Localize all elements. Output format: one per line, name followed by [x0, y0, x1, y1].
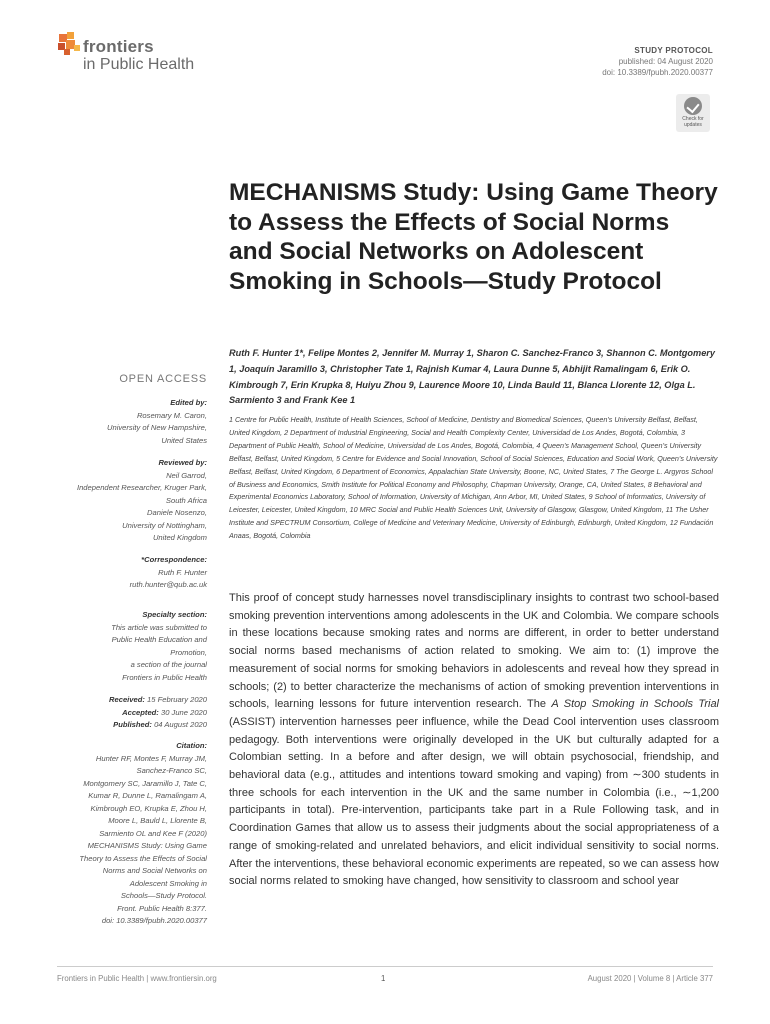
doi[interactable]: doi: 10.3389/fpubh.2020.00377 — [602, 68, 713, 77]
footer-journal-link[interactable]: Frontiers in Public Health | www.frontiersin.org — [57, 974, 217, 983]
check-updates-label-2: updates — [684, 122, 702, 128]
article-type: STUDY PROTOCOL — [634, 46, 713, 55]
editor-line: United States — [161, 435, 207, 445]
correspondence-name: Ruth F. Hunter — [158, 567, 207, 577]
frontiers-logo-icon — [57, 32, 81, 56]
citation-line: Kimbrough EO, Krupka E, Zhou H, — [90, 803, 207, 813]
author-list: Ruth F. Hunter 1*, Felipe Montes 2, Jennifer M. Murray 1, Sharon C. Sanchez-Franco 3, Shannon C. Montgomery 1, Joaquín Jaramillo 3, Christopher Tate 1, Rajnish Kumar 4, Laura Dunne 5, Abhijit Ramalingam 6, Erik O. Kimbrough 7, Erin Krupka 8, Huiyu Zhou 9, Laurence Moore 10, Linda Bauld 11, Blanca Llorente 12, Olga L. Sarmiento 3 and Frank Kee 1 — [229, 348, 715, 406]
article-header-info — [602, 45, 713, 78]
affiliations: 1 Centre for Public Health, Institute of Health Sciences, School of Medicine, Dentistry and Biomedical Sciences, Queen’s University Belfast, Belfast, United Kingdom, 2 Department of Industrial Engineering, Social and Health Complexity Center, Universidad de Los Andes, Bogotá, Colombia, 3 Department of Public Health, School of Medicine, Universidad de Los Andes, Bogotá, Colombia, 4 Queen’s Management School, Queen’s University Belfast, Belfast, United Kingdom, 5 Centre for Evidence and Social Innovation, School of Social Sciences, Education and Social Work, Queen’s University Belfast, Belfast, United Kingdom, 6 Department of Economics, Appalachian State University, Boone, NC, United States, 7 The George L. Argyros School of Business and Economics, Smith Institute for Political Economy and Philosophy, Chapman University, Orange, CA, United States, 8 Behavioral and Experimental Economics Laboratory, School of Information, University of Michigan, Ann Arbor, MI, United States, 9 School of Informatics, University of Leicester, Leicester, United Kingdom, 10 MRC Social and Public Health Sciences Unit, University of Glasgow, Glasgow, United Kingdom, 11 The Usher Institute and SPECTRUM Consortium, College of Medicine and Veterinary Medicine, University of Edinburgh, Edinburgh, United Kingdom, 12 Fundación Anaas, Bogotá, Colombia — [229, 415, 718, 541]
specialty-line: This article was submitted to — [111, 622, 207, 632]
received-value: 15 February 2020 — [147, 695, 207, 704]
dates-section — [0, 694, 207, 732]
reviewer-line: Daniele Nosenzo, — [147, 508, 207, 517]
abstract — [229, 590, 719, 891]
citation-line: Schools—Study Protocol. — [120, 891, 207, 900]
editor-line: Rosemary M. Caron, — [136, 410, 207, 420]
page-number: 1 — [381, 974, 386, 983]
specialty-section — [0, 609, 207, 684]
citation-line: Sarmiento OL and Kee F (2020) — [99, 828, 207, 838]
citation-line: Front. Public Health 8:377. — [117, 903, 207, 913]
journal-name-line1: frontiers — [83, 37, 154, 56]
footer-divider — [57, 966, 713, 967]
check-updates-label-1: Check for — [682, 116, 704, 122]
check-updates-icon — [684, 97, 702, 115]
specialty-line: Promotion, — [170, 647, 207, 657]
open-access-label: OPEN ACCESS — [119, 373, 207, 385]
specialty-line: Frontiers in Public Health — [122, 672, 207, 682]
article-title: MECHANISMS Study: Using Game Theory to Assess the Effects of Social Norms and Social Networks on Adolescent Smoking in Schools—Study Protocol — [229, 179, 718, 295]
citation-line: MECHANISMS Study: Using Game — [87, 841, 207, 850]
accepted-label: Accepted: — [122, 707, 159, 717]
citation-section — [0, 740, 207, 928]
received-date — [0, 694, 207, 707]
received-label: Received: — [109, 695, 145, 704]
reviewed-by-section — [0, 457, 207, 545]
citation-line: Hunter RF, Montes F, Murray JM, — [95, 753, 207, 763]
citation-line: Sanchez-Franco SC, — [136, 766, 207, 775]
edited-by-label: Edited by: — [170, 398, 207, 407]
correspondence-label: *Correspondence: — [141, 555, 207, 564]
correspondence-email[interactable]: ruth.hunter@qub.ac.uk — [129, 580, 207, 589]
published-date-side — [0, 719, 207, 732]
journal-name-line2: in Public Health — [83, 56, 195, 73]
abstract-part1: This proof of concept study harnesses novel transdisciplinary insights to contrast two school-based smoking prevention interventions among adolescents in the UK and Colombia. We compare schools in these locations because smoking rates and norms are different, in order to better understand social norms based mechanisms of action related to smoking. We aim to: (1) improve the measurement of social norms for smoking behaviors in adolescents and reveal how they spread in schools; (2) to better characterize the mechanisms of action of smoking prevention interventions in schools, learning lessons for future intervention research. The — [229, 592, 719, 711]
correspondence-section — [0, 554, 207, 592]
citation-line: Kumar R, Dunne L, Ramalingam A, — [88, 791, 207, 800]
published-label: Published: — [113, 720, 152, 729]
citation-line: Theory to Assess the Effects of Social — [79, 853, 207, 863]
footer-issue-info: August 2020 | Volume 8 | Article 377 — [587, 974, 713, 983]
citation-line: Norms and Social Networks on — [102, 866, 207, 875]
reviewer-line: Neil Garrod, — [166, 470, 207, 480]
citation-line: Adolescent Smoking in — [129, 878, 207, 888]
published-date: published: 04 August 2020 — [618, 57, 713, 66]
specialty-line: Public Health Education and — [111, 635, 207, 644]
abstract-trial-name: A Stop Smoking in Schools Trial — [551, 698, 720, 711]
citation-label: Citation: — [176, 741, 207, 750]
editor-line: University of New Hampshire, — [106, 423, 207, 432]
abstract-part2: (ASSIST) intervention harnesses peer influence, while the Dead Cool intervention uses classroom pedagogy. Both interventions were originally developed in the UK but culturally adapted for a Colombian setting. In a before and after design, we will obtain psychosocial, friendship, and behavioral data (e.g., attitudes and intentions toward smoking and vaping) from ∼300 students in three schools for each intervention in the UK and the same number in Colombia (i.e., ∼1,200 participants in total). Pre-intervention, participants take part in a Rule Following task, and in Coordination Games that allow us to assess their judgments about the social appropriateness of a range of smoking-related and unrelated behaviors, and elicit individual sensitivity to social norms. After the interventions, these behavioral economic experiments are repeated, so we can assess how social norms related to smoking have changed, how sensitivity to classroom and school year — [229, 715, 719, 888]
published-value: 04 August 2020 — [154, 720, 207, 729]
edited-by-section — [0, 397, 207, 447]
reviewer-line: United Kingdom — [152, 533, 207, 542]
reviewer-line: University of Nottingham, — [122, 520, 207, 530]
citation-line: Moore L, Bauld L, Llorente B, — [108, 816, 207, 825]
specialty-label: Specialty section: — [142, 610, 207, 619]
citation-line[interactable]: doi: 10.3389/fpubh.2020.00377 — [101, 916, 207, 925]
reviewer-line: South Africa — [165, 495, 207, 505]
citation-line: Montgomery SC, Jaramillo J, Tate C, — [83, 778, 207, 788]
accepted-value: 30 June 2020 — [160, 707, 207, 717]
specialty-line: a section of the journal — [130, 660, 207, 669]
accepted-date — [0, 707, 207, 720]
journal-logo[interactable] — [57, 32, 217, 78]
check-for-updates-button[interactable] — [676, 94, 710, 132]
reviewer-line: Independent Researcher, Kruger Park, — [76, 483, 207, 492]
reviewed-by-label: Reviewed by: — [158, 458, 207, 467]
